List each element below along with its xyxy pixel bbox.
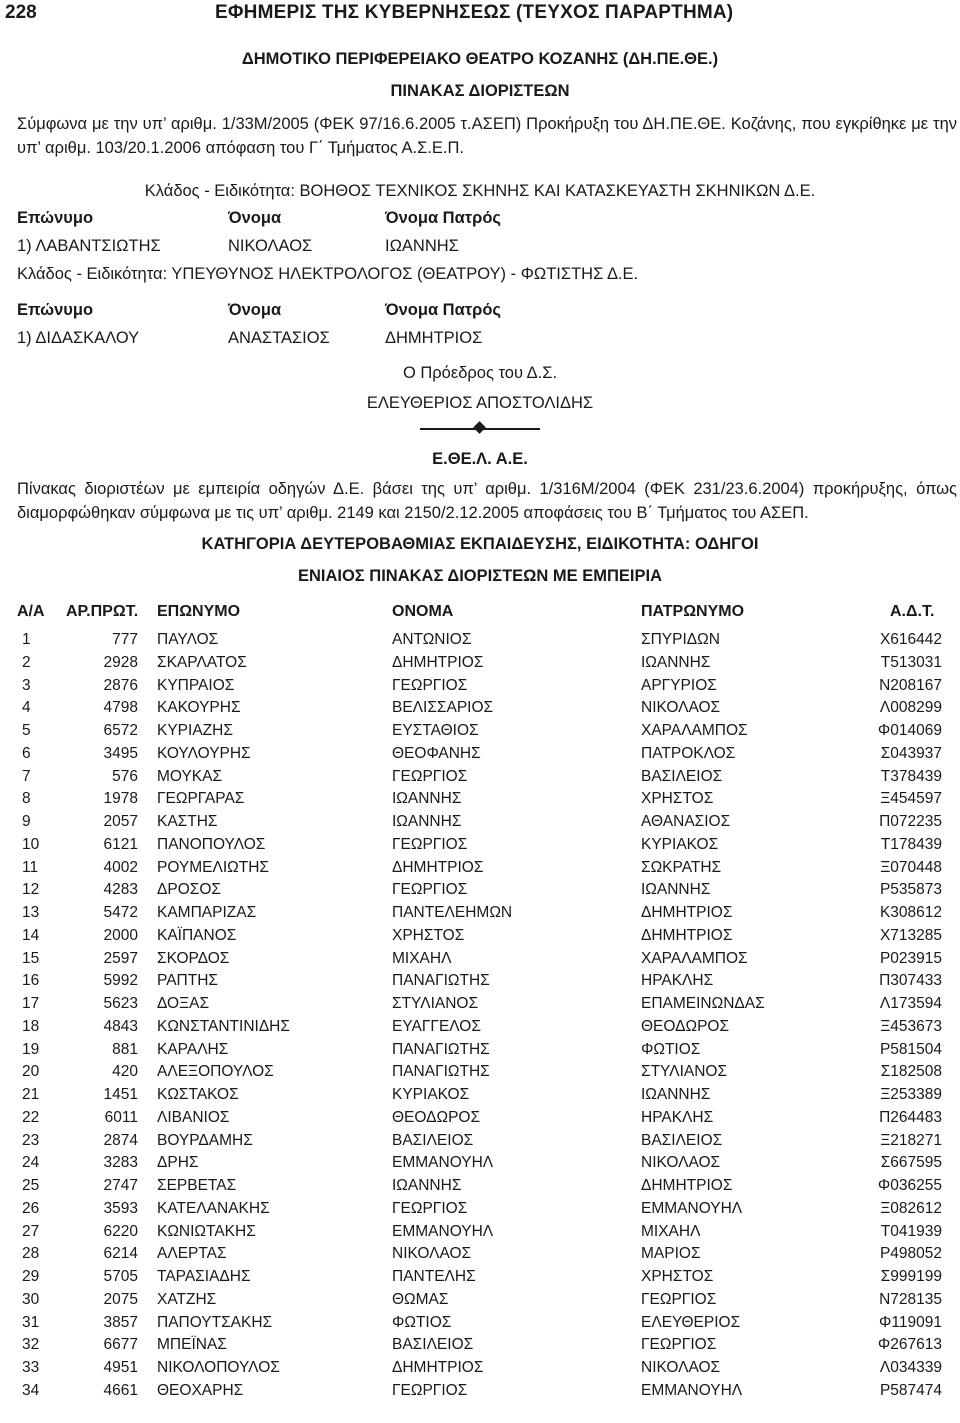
- father-name: ΓΕΩΡΓΙΟΣ: [641, 1336, 717, 1354]
- id-number: Π072235: [879, 813, 942, 830]
- first-name: ΘΕΟΔΩΡΟΣ: [392, 1108, 481, 1126]
- table-row: [0, 950, 960, 973]
- first-name: ΕΜΜΑΝΟΥΗΛ: [392, 1222, 494, 1240]
- father-name: ΠΑΤΡΟΚΛΟΣ: [641, 744, 736, 762]
- id-number: Λ034339: [879, 1359, 942, 1376]
- appointee-name: ΑΝΑΣΤΑΣΙΟΣ: [228, 329, 330, 347]
- specialty-heading-1: Κλάδος - Ειδικότητα: ΒΟΗΘΟΣ ΤΕΧΝΙΚΟΣ ΣΚΗΝΗΣ ΚΑΙ ΚΑΤΑΣΚΕΥΑΣΤΗ ΣΚΗΝΙΚΩΝ Δ.Ε.: [144, 182, 816, 200]
- protocol-number: 2747: [103, 1177, 138, 1194]
- surname: ΣΚΑΡΛΑΤΟΣ: [157, 653, 247, 671]
- protocol-number: 4798: [103, 699, 138, 717]
- surname-header: Επώνυμο: [17, 209, 94, 227]
- surname: ΚΟΥΛΟΥΡΗΣ: [157, 744, 251, 762]
- protocol-number: 2000: [103, 926, 138, 944]
- id-number: Τ513031: [880, 653, 942, 671]
- first-name: ΒΑΣΙΛΕΙΟΣ: [392, 1131, 474, 1149]
- protocol-number: 5992: [103, 972, 138, 990]
- surname: ΚΑΡΑΛΗΣ: [157, 1040, 229, 1058]
- surname: ΓΕΩΡΓΑΡΑΣ: [157, 790, 245, 808]
- father-name: ΗΡΑΚΛΗΣ: [641, 972, 714, 990]
- surname: ΚΩΝΣΤΑΝΤΙΝΙΔΗΣ: [157, 1017, 290, 1035]
- id-number: Ξ453673: [880, 1017, 942, 1035]
- first-name: ΦΩΤΙΟΣ: [392, 1313, 452, 1331]
- table-row: [0, 1336, 960, 1359]
- row-number: 20: [22, 1063, 40, 1081]
- father-name: ΘΕΟΔΩΡΟΣ: [641, 1017, 730, 1035]
- appointee-father-name: ΔΗΜΗΤΡΙΟΣ: [385, 329, 483, 347]
- id-number: Χ616442: [879, 631, 942, 648]
- appointee-surname: 1) ΔΙΔΑΣΚΑΛΟΥ: [17, 329, 140, 347]
- protocol-number: 5623: [103, 995, 138, 1012]
- id-number: Ξ454597: [880, 790, 942, 808]
- first-name: ΝΙΚΟΛΑΟΣ: [392, 1245, 472, 1263]
- gazette-title: ΕΦΗΜΕΡΙΣ ΤΗΣ ΚΥΒΕΡΝΗΣΕΩΣ (ΤΕΥΧΟΣ ΠΑΡΑΡΤΗΜΑ): [215, 2, 734, 23]
- father-name: ΑΡΓΥΡΙΟΣ: [641, 676, 717, 694]
- first-name: ΓΕΩΡΓΙΟΣ: [392, 835, 468, 853]
- protocol-number: 5705: [103, 1268, 138, 1285]
- id-number: Ρ581504: [879, 1040, 942, 1058]
- row-number: 30: [22, 1290, 40, 1308]
- row-number: 1: [22, 631, 31, 648]
- table-row: [0, 1200, 960, 1223]
- appointee-name: ΝΙΚΟΛΑΟΣ: [228, 237, 313, 255]
- id-number: Ξ218271: [880, 1131, 942, 1149]
- table-row: [0, 1268, 960, 1291]
- table-row: [0, 972, 960, 995]
- surname: ΣΚΟΡΔΟΣ: [157, 949, 230, 967]
- row-number: 19: [22, 1040, 40, 1058]
- father-name: ΑΘΑΝΑΣΙΟΣ: [641, 813, 731, 830]
- name-header: Όνομα: [228, 209, 282, 227]
- first-name: ΔΗΜΗΤΡΙΟΣ: [392, 1359, 484, 1376]
- father-name: ΕΛΕΥΘΕΡΙΟΣ: [641, 1313, 741, 1331]
- table-row: [0, 1314, 960, 1337]
- appointee-surname: 1) ΛΑΒΑΝΤΣΙΩΤΗΣ: [17, 237, 161, 255]
- surname: ΠΑΝΟΠΟΥΛΟΣ: [157, 835, 266, 853]
- col-header-protocol: ΑΡ.ΠΡΩΤ.: [66, 603, 139, 620]
- surname: ΑΛΕΞΟΠΟΥΛΟΣ: [157, 1063, 274, 1081]
- table-row: [0, 1109, 960, 1132]
- id-number: Φ119091: [879, 1313, 942, 1331]
- row-number: 6: [22, 744, 31, 762]
- surname: ΚΑΜΠΑΡΙΖΑΣ: [157, 904, 257, 921]
- page-number: 228: [5, 2, 37, 23]
- id-number: Χ713285: [879, 926, 942, 944]
- first-name: ΘΕΟΦΑΝΗΣ: [392, 744, 481, 762]
- id-number: Π264483: [879, 1108, 942, 1126]
- first-name: ΔΗΜΗΤΡΙΟΣ: [392, 653, 484, 671]
- father-name: ΙΩΑΝΝΗΣ: [641, 881, 711, 899]
- protocol-number: 2075: [103, 1290, 138, 1308]
- signature-name: ΕΛΕΥΘΕΡΙΟΣ ΑΠΟΣΤΟΛΙΔΗΣ: [366, 394, 594, 412]
- protocol-number: 2057: [103, 813, 138, 830]
- father-name: ΓΕΩΡΓΙΟΣ: [641, 1290, 717, 1308]
- id-number: Τ178439: [880, 835, 942, 853]
- table-row: [0, 654, 960, 677]
- surname-header: Επώνυμο: [17, 301, 94, 319]
- id-number: Σ667595: [880, 1154, 942, 1172]
- table-row: [0, 1154, 960, 1177]
- table-row: [0, 904, 960, 927]
- protocol-number: 881: [112, 1040, 138, 1058]
- surname: ΠΑΥΛΟΣ: [157, 631, 219, 648]
- father-name: ΔΗΜΗΤΡΙΟΣ: [641, 926, 733, 944]
- table-row: [0, 722, 960, 745]
- table-row: [0, 859, 960, 882]
- surname: ΔΟΞΑΣ: [157, 995, 210, 1012]
- row-number: 27: [22, 1222, 40, 1240]
- category-heading: ΚΑΤΗΓΟΡΙΑ ΔΕΥΤΕΡΟΒΑΘΜΙΑΣ ΕΚΠΑΙΔΕΥΣΗΣ, ΕΙΔΙΚΟΤΗΤΑ: ΟΔΗΓΟΙ: [201, 535, 759, 553]
- row-number: 16: [22, 972, 40, 990]
- father-name: ΧΡΗΣΤΟΣ: [641, 790, 714, 808]
- protocol-number: 2928: [103, 653, 138, 671]
- org-title: ΔΗΜΟΤΙΚΟ ΠΕΡΙΦΕΡΕΙΑΚΟ ΘΕΑΤΡΟ ΚΟΖΑΝΗΣ (ΔΗ.ΠΕ.ΘΕ.): [241, 50, 719, 68]
- table-row: [0, 1291, 960, 1314]
- first-name: ΒΕΛΙΣΣΑΡΙΟΣ: [392, 699, 494, 717]
- row-number: 10: [22, 835, 40, 853]
- protocol-number: 3593: [103, 1199, 138, 1217]
- father-name: ΧΑΡΑΛΑΜΠΟΣ: [641, 722, 748, 739]
- first-name: ΔΗΜΗΤΡΙΟΣ: [392, 858, 484, 876]
- id-number: Ρ498052: [879, 1245, 942, 1263]
- protocol-number: 5472: [103, 904, 138, 921]
- org-name-2: Ε.ΘΕ.Λ. Α.Ε.: [432, 450, 528, 468]
- id-number: Φ267613: [877, 1336, 942, 1354]
- surname: ΜΠΕΪΝΑΣ: [157, 1336, 227, 1354]
- first-name: ΚΥΡΙΑΚΟΣ: [392, 1086, 470, 1103]
- surname: ΚΩΣΤΑΚΟΣ: [157, 1086, 239, 1103]
- surname: ΠΑΠΟΥΤΣΑΚΗΣ: [157, 1313, 273, 1331]
- father-name: ΒΑΣΙΛΕΙΟΣ: [641, 1131, 723, 1149]
- surname: ΣΕΡΒΕΤΑΣ: [157, 1177, 237, 1194]
- table-row: [0, 995, 960, 1018]
- name-header: Όνομα: [228, 301, 282, 319]
- first-name: ΕΥΣΤΑΘΙΟΣ: [392, 722, 479, 739]
- table-row: [0, 1223, 960, 1246]
- row-number: 14: [22, 926, 40, 944]
- surname: ΝΙΚΟΛΟΠΟΥΛΟΣ: [157, 1359, 280, 1376]
- first-name: ΓΕΩΡΓΙΟΣ: [392, 1381, 468, 1399]
- id-number: Π307433: [879, 972, 942, 990]
- table-row: [0, 881, 960, 904]
- row-number: 2: [22, 653, 31, 671]
- id-number: Ρ587474: [879, 1381, 942, 1399]
- father-name: ΔΗΜΗΤΡΙΟΣ: [641, 904, 733, 921]
- table-row: [0, 927, 960, 950]
- table-row: [0, 790, 960, 813]
- surname: ΤΑΡΑΣΙΑΔΗΣ: [157, 1268, 251, 1285]
- first-name: ΓΕΩΡΓΙΟΣ: [392, 881, 468, 899]
- row-number: 32: [22, 1336, 40, 1354]
- id-number: Ν208167: [879, 676, 942, 694]
- col-header-name: ΟΝΟΜΑ: [392, 603, 454, 620]
- protocol-number: 420: [112, 1063, 138, 1081]
- surname: ΛΙΒΑΝΙΟΣ: [157, 1108, 230, 1126]
- first-name: ΙΩΑΝΝΗΣ: [392, 1177, 462, 1194]
- protocol-number: 6011: [104, 1108, 138, 1126]
- first-name: ΑΝΤΩΝΙΟΣ: [392, 631, 472, 648]
- protocol-number: 4843: [103, 1017, 138, 1035]
- unified-table-title: ΕΝΙΑΙΟΣ ΠΙΝΑΚΑΣ ΔΙΟΡΙΣΤΕΩΝ ΜΕ ΕΜΠΕΙΡΙΑ: [297, 567, 663, 585]
- id-number: Τ378439: [880, 767, 942, 785]
- father-name: ΝΙΚΟΛΑΟΣ: [641, 699, 721, 717]
- id-number: Κ308612: [879, 904, 942, 921]
- father-name: ΕΜΜΑΝΟΥΗΛ: [641, 1199, 743, 1217]
- surname: ΚΥΠΡΑΙΟΣ: [157, 676, 235, 694]
- row-number: 33: [22, 1359, 40, 1376]
- surname: ΚΑΤΕΛΑΝΑΚΗΣ: [157, 1199, 270, 1217]
- father-name: ΣΤΥΛΙΑΝΟΣ: [641, 1063, 728, 1081]
- first-name: ΜΙΧΑΗΛ: [392, 949, 452, 967]
- id-number: Φ014069: [877, 722, 942, 739]
- protocol-number: 4951: [103, 1359, 138, 1376]
- row-number: 24: [22, 1154, 40, 1172]
- row-number: 7: [22, 767, 31, 785]
- protocol-number: 4283: [103, 881, 138, 899]
- father-name: ΚΥΡΙΑΚΟΣ: [641, 835, 719, 853]
- protocol-number: 1978: [103, 790, 138, 808]
- row-number: 13: [22, 904, 40, 921]
- row-number: 8: [22, 790, 31, 808]
- first-name: ΠΑΝΤΕΛΕΗΜΩΝ: [392, 904, 513, 921]
- protocol-number: 3857: [103, 1313, 138, 1331]
- protocol-number: 3283: [103, 1154, 138, 1172]
- surname: ΚΥΡΙΑΖΗΣ: [157, 722, 233, 739]
- surname: ΚΩΝΙΩΤΑΚΗΣ: [157, 1222, 256, 1240]
- row-number: 12: [22, 881, 40, 899]
- intro-paragraph-2: Πίνακας διοριστέων με εμπειρία οδηγών Δ.Ε. βάσει της υπ’ αριθμ. 1/316Μ/2004 (ΦΕΚ 231/23.6.2004) προκήρυξης, όπως διαμορφώθηκαν σύμφωνα με τις υπ’ αριθμ. 2149 και 2150/2.12.2005 αποφάσεις του Β΄ Τμήματος του ΑΣΕΠ.: [17, 480, 957, 522]
- row-number: 25: [22, 1177, 40, 1194]
- first-name: ΓΕΩΡΓΙΟΣ: [392, 1199, 468, 1217]
- surname: ΧΑΤΖΗΣ: [157, 1290, 217, 1308]
- surname: ΜΟΥΚΑΣ: [157, 767, 223, 785]
- protocol-number: 6121: [103, 835, 138, 853]
- appointees-table-title: ΠΙΝΑΚΑΣ ΔΙΟΡΙΣΤΕΩΝ: [390, 82, 570, 100]
- divider-diamond-icon: [473, 421, 486, 434]
- row-number: 15: [22, 949, 40, 967]
- protocol-number: 4002: [103, 858, 138, 876]
- first-name: ΣΤΥΛΙΑΝΟΣ: [392, 995, 479, 1012]
- first-name: ΙΩΑΝΝΗΣ: [392, 813, 462, 830]
- protocol-number: 6572: [103, 722, 138, 739]
- father-name: ΕΠΑΜΕΙΝΩΝΔΑΣ: [641, 995, 765, 1012]
- surname: ΒΟΥΡΔΑΜΗΣ: [157, 1131, 253, 1149]
- id-number: Ξ070448: [880, 858, 942, 876]
- first-name: ΠΑΝΤΕΛΗΣ: [392, 1268, 476, 1285]
- table-row: [0, 745, 960, 768]
- protocol-number: 576: [112, 767, 138, 785]
- protocol-number: 777: [112, 631, 138, 648]
- table-row: [0, 1382, 960, 1405]
- surname: ΑΛΕΡΤΑΣ: [157, 1245, 227, 1263]
- id-number: Ρ535873: [879, 881, 942, 899]
- row-number: 26: [22, 1199, 40, 1217]
- protocol-number: 2597: [103, 949, 138, 967]
- father-name: ΒΑΣΙΛΕΙΟΣ: [641, 767, 723, 785]
- row-number: 28: [22, 1245, 40, 1263]
- page-header: [0, 0, 960, 28]
- father-name: ΣΠΥΡΙΔΩΝ: [641, 631, 720, 648]
- father-name: ΕΜΜΑΝΟΥΗΛ: [641, 1381, 743, 1399]
- table-row: [0, 1041, 960, 1064]
- surname: ΘΕΟΧΑΡΗΣ: [157, 1381, 244, 1399]
- father-name: ΧΡΗΣΤΟΣ: [641, 1268, 714, 1285]
- table-row: [0, 677, 960, 700]
- first-name: ΕΥΑΓΓΕΛΟΣ: [392, 1017, 481, 1035]
- table-row: [0, 1359, 960, 1382]
- signature-role: Ο Πρόεδρος του Δ.Σ.: [402, 364, 558, 382]
- table-row: [0, 631, 960, 654]
- row-number: 3: [22, 676, 31, 694]
- father-name: ΜΙΧΑΗΛ: [641, 1222, 701, 1240]
- col-header-aa: Α/Α: [17, 603, 45, 620]
- father-name-header: Όνομα Πατρός: [385, 209, 501, 227]
- protocol-number: 6677: [103, 1336, 138, 1354]
- id-number: Λ008299: [879, 699, 942, 717]
- row-number: 23: [22, 1131, 40, 1149]
- protocol-number: 6220: [103, 1222, 138, 1240]
- father-name-header: Όνομα Πατρός: [385, 301, 501, 319]
- table-row: [0, 1177, 960, 1200]
- father-name: ΔΗΜΗΤΡΙΟΣ: [641, 1177, 733, 1194]
- first-name: ΓΕΩΡΓΙΟΣ: [392, 676, 468, 694]
- surname: ΚΑΚΟΥΡΗΣ: [157, 699, 241, 717]
- id-number: Φ036255: [877, 1177, 942, 1194]
- id-number: Ξ082612: [880, 1199, 942, 1217]
- id-number: Ξ253389: [880, 1086, 942, 1103]
- protocol-number: 1451: [103, 1086, 138, 1103]
- first-name: ΧΡΗΣΤΟΣ: [392, 926, 465, 944]
- father-name: ΜΑΡΙΟΣ: [641, 1245, 701, 1263]
- appointee-father-name: ΙΩΑΝΝΗΣ: [385, 237, 459, 255]
- table-row: [0, 813, 960, 836]
- surname: ΡΟΥΜΕΛΙΩΤΗΣ: [157, 858, 269, 876]
- id-number: Σ999199: [880, 1268, 942, 1285]
- surname: ΚΑΣΤΗΣ: [157, 813, 218, 830]
- col-header-id-number: Α.Δ.Τ.: [890, 603, 935, 620]
- table-row: [0, 1245, 960, 1268]
- father-name: ΧΑΡΑΛΑΜΠΟΣ: [641, 949, 748, 967]
- first-name: ΓΕΩΡΓΙΟΣ: [392, 767, 468, 785]
- id-number: Σ182508: [880, 1063, 942, 1081]
- row-number: 4: [22, 699, 31, 717]
- intro-paragraph: Σύμφωνα με την υπ’ αριθμ. 1/33Μ/2005 (ΦΕΚ 97/16.6.2005 τ.ΑΣΕΠ) Προκήρυξη του ΔΗ.ΠΕ.ΘΕ. Κοζάνης, που εγκρίθηκε με την υπ’ αριθμ. 103/20.1.2006 απόφαση του Γ΄ Τμήματος Α.Σ.Ε.Π.: [17, 115, 957, 157]
- row-number: 34: [22, 1381, 40, 1399]
- id-number: Σ043937: [880, 744, 942, 762]
- surname: ΔΡΟΣΟΣ: [157, 881, 221, 899]
- table-row: [0, 1063, 960, 1086]
- first-name: ΕΜΜΑΝΟΥΗΛ: [392, 1154, 494, 1172]
- id-number: Λ173594: [879, 995, 942, 1012]
- table-row: [0, 1132, 960, 1155]
- surname: ΡΑΠΤΗΣ: [157, 972, 218, 990]
- father-name: ΗΡΑΚΛΗΣ: [641, 1108, 714, 1126]
- id-number: Τ041939: [880, 1222, 942, 1240]
- first-name: ΠΑΝΑΓΙΩΤΗΣ: [392, 1040, 490, 1058]
- row-number: 29: [22, 1268, 40, 1285]
- col-header-father-name: ΠΑΤΡΩΝΥΜΟ: [641, 603, 745, 620]
- first-name: ΠΑΝΑΓΙΩΤΗΣ: [392, 1063, 490, 1081]
- table-row: [0, 699, 960, 722]
- table-row: [0, 1086, 960, 1109]
- row-number: 17: [22, 995, 40, 1012]
- row-number: 9: [22, 813, 31, 830]
- table-row: [0, 768, 960, 791]
- father-name: ΝΙΚΟΛΑΟΣ: [641, 1154, 721, 1172]
- first-name: ΘΩΜΑΣ: [392, 1290, 449, 1308]
- surname: ΚΑΪΠΑΝΟΣ: [157, 926, 237, 944]
- father-name: ΦΩΤΙΟΣ: [641, 1040, 701, 1058]
- row-number: 5: [22, 722, 31, 739]
- first-name: ΒΑΣΙΛΕΙΟΣ: [392, 1336, 474, 1354]
- id-number: Ν728135: [879, 1290, 942, 1308]
- col-header-surname: ΕΠΩΝΥΜΟ: [157, 603, 241, 620]
- father-name: ΣΩΚΡΑΤΗΣ: [641, 858, 722, 876]
- first-name: ΙΩΑΝΝΗΣ: [392, 790, 462, 808]
- protocol-number: 2876: [103, 676, 138, 694]
- row-number: 31: [22, 1313, 40, 1331]
- specialty-heading-2: Κλάδος - Ειδικότητα: ΥΠΕΥΘΥΝΟΣ ΗΛΕΚΤΡΟΛΟΓΟΣ (ΘΕΑΤΡΟΥ) - ΦΩΤΙΣΤΗΣ Δ.Ε.: [17, 265, 639, 283]
- protocol-number: 6214: [103, 1245, 138, 1263]
- id-number: Ρ023915: [879, 949, 942, 967]
- protocol-number: 4661: [103, 1381, 138, 1399]
- protocol-number: 2874: [103, 1131, 138, 1149]
- row-number: 11: [22, 858, 39, 876]
- father-name: ΝΙΚΟΛΑΟΣ: [641, 1359, 721, 1376]
- first-name: ΠΑΝΑΓΙΩΤΗΣ: [392, 972, 490, 990]
- table-row: [0, 1018, 960, 1041]
- table-row: [0, 836, 960, 859]
- row-number: 21: [22, 1086, 40, 1103]
- row-number: 18: [22, 1017, 40, 1035]
- surname: ΔΡΗΣ: [157, 1154, 199, 1172]
- protocol-number: 3495: [103, 744, 138, 762]
- father-name: ΙΩΑΝΝΗΣ: [641, 653, 711, 671]
- father-name: ΙΩΑΝΝΗΣ: [641, 1086, 711, 1103]
- row-number: 22: [22, 1108, 40, 1126]
